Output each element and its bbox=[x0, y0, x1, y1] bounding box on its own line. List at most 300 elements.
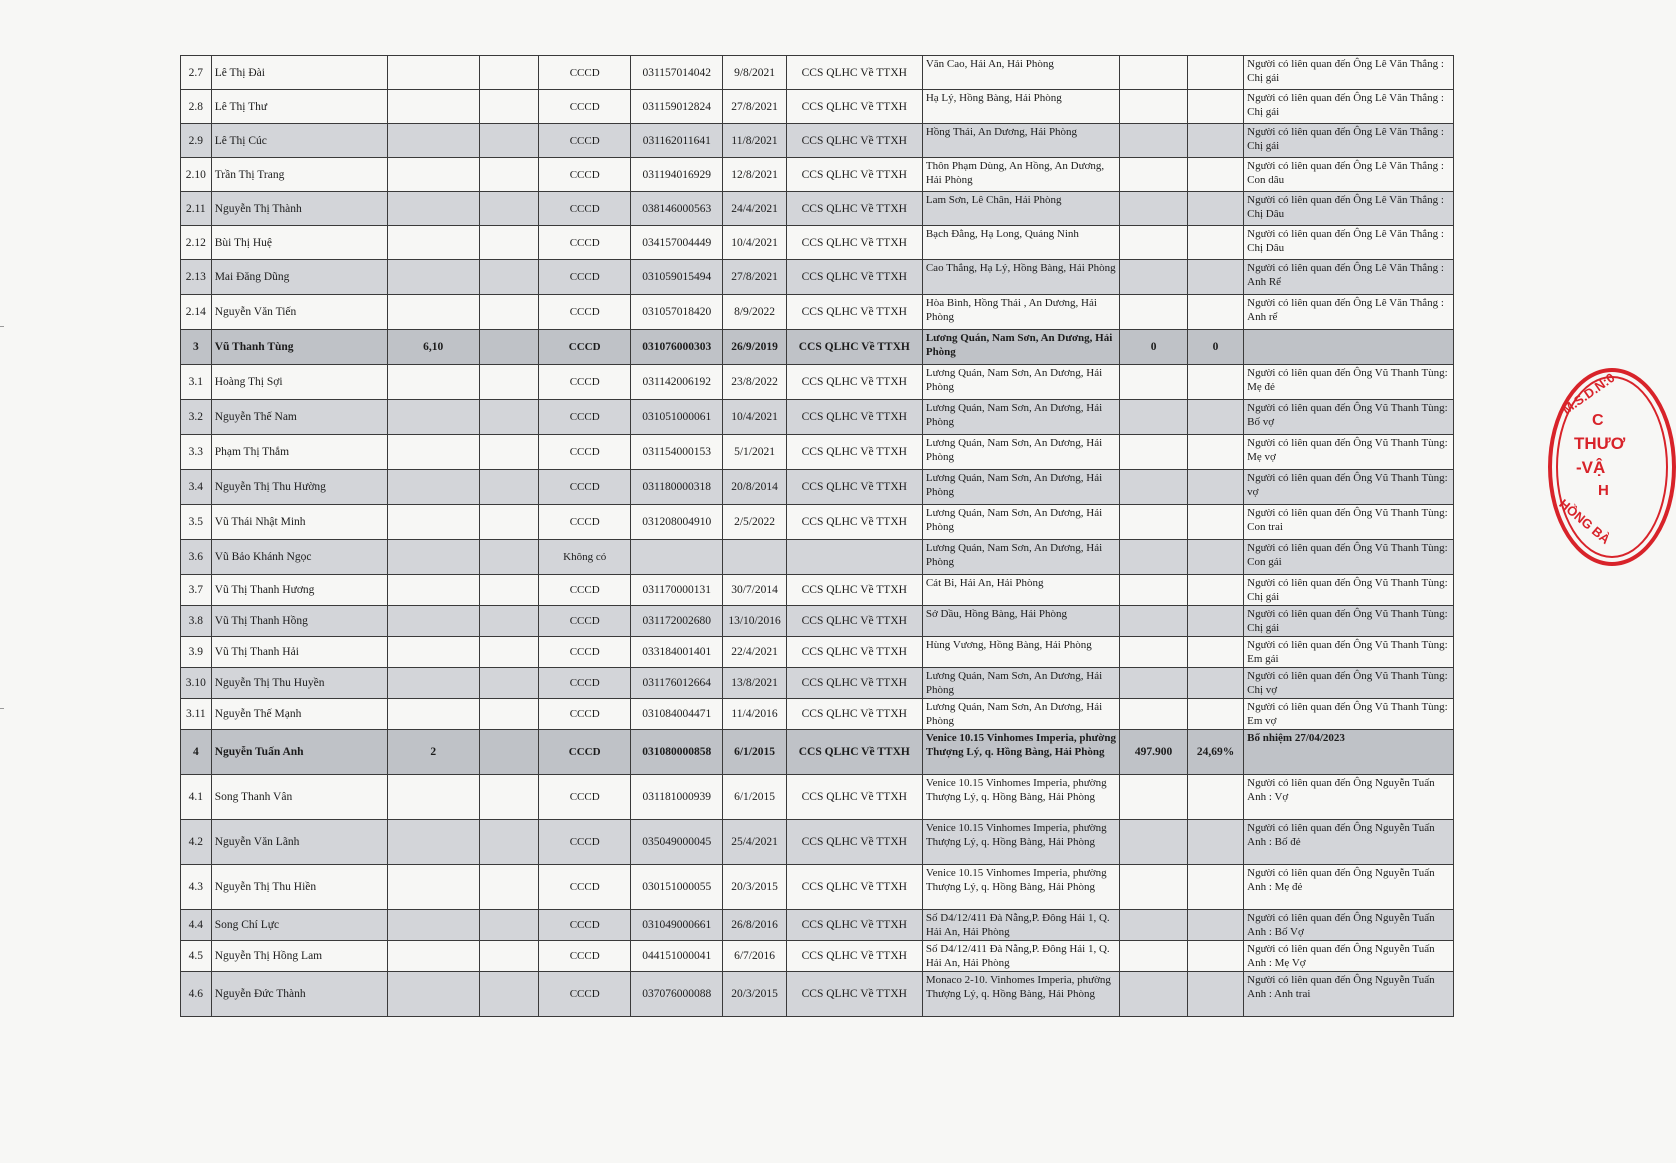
cell-stt: 4 bbox=[181, 730, 212, 775]
cell-shares bbox=[387, 400, 479, 435]
cell-shares bbox=[387, 470, 479, 505]
cell-share-percent bbox=[1187, 865, 1243, 910]
table-row bbox=[181, 668, 1454, 699]
table-row bbox=[181, 192, 1454, 226]
table-row bbox=[181, 124, 1454, 158]
table-row bbox=[181, 637, 1454, 668]
cell-name: Nguyễn Thị Hồng Lam bbox=[211, 941, 387, 972]
cell-share-amount bbox=[1120, 470, 1188, 505]
cell-address: Venice 10.15 Vinhomes Imperia, phường Thượng Lý, q. Hồng Bàng, Hải Phòng bbox=[922, 730, 1119, 775]
cell-share-amount bbox=[1120, 158, 1188, 192]
table-row bbox=[181, 972, 1454, 1017]
cell-issue-date: 26/9/2019 bbox=[723, 330, 786, 365]
cell-id-number: 034157004449 bbox=[631, 226, 723, 260]
cell-share-amount bbox=[1120, 972, 1188, 1017]
cell-shares bbox=[387, 972, 479, 1017]
cell-relationship-note: Người có liên quan đến Ông Nguyễn Tuấn Anh : Bố Vợ bbox=[1244, 910, 1454, 941]
cell-id-type: CCCD bbox=[539, 730, 631, 775]
cell-id-number: 031049000661 bbox=[631, 910, 723, 941]
cell-name: Song Thanh Vân bbox=[211, 775, 387, 820]
cell-share-percent bbox=[1187, 56, 1243, 90]
cell-relationship-note bbox=[1244, 330, 1454, 365]
cell-blank bbox=[479, 540, 538, 575]
cell-blank bbox=[479, 668, 538, 699]
cell-address: Venice 10.15 Vinhomes Imperia, phường Thượng Lý, q. Hồng Bàng, Hải Phòng bbox=[922, 865, 1119, 910]
cell-issue-date: 30/7/2014 bbox=[723, 575, 786, 606]
cell-address: Lương Quán, Nam Sơn, An Dương, Hải Phòng bbox=[922, 330, 1119, 365]
cell-address: Cát Bi, Hải An, Hải Phòng bbox=[922, 575, 1119, 606]
scan-mark bbox=[0, 708, 4, 709]
cell-address: Hùng Vương, Hồng Bàng, Hải Phòng bbox=[922, 637, 1119, 668]
cell-issuer: CCS QLHC Về TTXH bbox=[786, 124, 922, 158]
cell-id-number: 031180000318 bbox=[631, 470, 723, 505]
cell-issuer: CCS QLHC Về TTXH bbox=[786, 330, 922, 365]
cell-share-amount bbox=[1120, 637, 1188, 668]
seal-text-tax-code: M.S.D.N:0 bbox=[1559, 369, 1618, 418]
cell-share-amount bbox=[1120, 505, 1188, 540]
cell-relationship-note: Người có liên quan đến Ông Lê Văn Thắng : Chị Dâu bbox=[1244, 192, 1454, 226]
cell-issuer: CCS QLHC Về TTXH bbox=[786, 699, 922, 730]
cell-share-percent bbox=[1187, 90, 1243, 124]
cell-issue-date: 6/7/2016 bbox=[723, 941, 786, 972]
cell-share-amount bbox=[1120, 575, 1188, 606]
cell-stt: 3.10 bbox=[181, 668, 212, 699]
cell-issue-date: 5/1/2021 bbox=[723, 435, 786, 470]
cell-issuer: CCS QLHC Về TTXH bbox=[786, 435, 922, 470]
cell-shares bbox=[387, 158, 479, 192]
cell-shares bbox=[387, 365, 479, 400]
cell-issuer: CCS QLHC Về TTXH bbox=[786, 972, 922, 1017]
cell-id-type: Không có bbox=[539, 540, 631, 575]
table-row bbox=[181, 699, 1454, 730]
cell-id-type: CCCD bbox=[539, 505, 631, 540]
cell-stt: 3.7 bbox=[181, 575, 212, 606]
cell-share-percent bbox=[1187, 910, 1243, 941]
cell-issuer: CCS QLHC Về TTXH bbox=[786, 56, 922, 90]
cell-id-type: CCCD bbox=[539, 90, 631, 124]
cell-issue-date: 20/3/2015 bbox=[723, 865, 786, 910]
cell-address: Lương Quán, Nam Sơn, An Dương, Hải Phòng bbox=[922, 505, 1119, 540]
cell-id-type: CCCD bbox=[539, 192, 631, 226]
cell-id-number: 031076000303 bbox=[631, 330, 723, 365]
cell-issue-date: 22/4/2021 bbox=[723, 637, 786, 668]
cell-share-percent bbox=[1187, 226, 1243, 260]
seal-text: C bbox=[1592, 412, 1604, 429]
cell-id-type: CCCD bbox=[539, 295, 631, 330]
cell-id-number: 031159012824 bbox=[631, 90, 723, 124]
cell-id-number: 031176012664 bbox=[631, 668, 723, 699]
table-row bbox=[181, 820, 1454, 865]
seal-text-district: HỒNG BÀ bbox=[1556, 496, 1614, 547]
cell-id-number: 031194016929 bbox=[631, 158, 723, 192]
cell-share-amount bbox=[1120, 400, 1188, 435]
cell-name: Nguyễn Thế Mạnh bbox=[211, 699, 387, 730]
cell-share-amount bbox=[1120, 295, 1188, 330]
cell-stt: 2.10 bbox=[181, 158, 212, 192]
cell-address: Lương Quán, Nam Sơn, An Dương, Hải Phòng bbox=[922, 699, 1119, 730]
cell-share-percent: 0 bbox=[1187, 330, 1243, 365]
cell-relationship-note: Người có liên quan đến Ông Lê Văn Thắng : Chị Dâu bbox=[1244, 226, 1454, 260]
cell-issue-date: 11/8/2021 bbox=[723, 124, 786, 158]
cell-share-amount bbox=[1120, 606, 1188, 637]
table-row bbox=[181, 226, 1454, 260]
table-row bbox=[181, 90, 1454, 124]
related-persons-table bbox=[180, 55, 1454, 1017]
cell-address: Lương Quán, Nam Sơn, An Dương, Hải Phòng bbox=[922, 435, 1119, 470]
table-body bbox=[181, 56, 1454, 1017]
cell-share-percent bbox=[1187, 941, 1243, 972]
cell-issue-date: 2/5/2022 bbox=[723, 505, 786, 540]
cell-share-percent bbox=[1187, 972, 1243, 1017]
cell-relationship-note: Người có liên quan đến Ông Lê Văn Thắng : Con dâu bbox=[1244, 158, 1454, 192]
cell-issuer: CCS QLHC Về TTXH bbox=[786, 295, 922, 330]
cell-name: Vũ Bảo Khánh Ngọc bbox=[211, 540, 387, 575]
cell-share-percent bbox=[1187, 435, 1243, 470]
cell-issuer: CCS QLHC Về TTXH bbox=[786, 606, 922, 637]
cell-name: Nguyễn Đức Thành bbox=[211, 972, 387, 1017]
cell-issue-date: 13/8/2021 bbox=[723, 668, 786, 699]
cell-share-amount bbox=[1120, 668, 1188, 699]
cell-share-percent bbox=[1187, 775, 1243, 820]
cell-id-type: CCCD bbox=[539, 435, 631, 470]
cell-share-percent bbox=[1187, 540, 1243, 575]
cell-name: Nguyễn Thị Thành bbox=[211, 192, 387, 226]
cell-share-percent bbox=[1187, 470, 1243, 505]
cell-id-type: CCCD bbox=[539, 226, 631, 260]
cell-stt: 2.9 bbox=[181, 124, 212, 158]
cell-shares bbox=[387, 637, 479, 668]
cell-issuer: CCS QLHC Về TTXH bbox=[786, 668, 922, 699]
cell-stt: 3 bbox=[181, 330, 212, 365]
cell-issue-date: 10/4/2021 bbox=[723, 400, 786, 435]
cell-issuer: CCS QLHC Về TTXH bbox=[786, 730, 922, 775]
seal-text: -VẬ bbox=[1576, 458, 1606, 477]
cell-share-percent bbox=[1187, 365, 1243, 400]
cell-address: Lương Quán, Nam Sơn, An Dương, Hải Phòng bbox=[922, 540, 1119, 575]
table-row-group-head bbox=[181, 730, 1454, 775]
cell-relationship-note: Người có liên quan đến Ông Nguyễn Tuấn Anh : Bố đẻ bbox=[1244, 820, 1454, 865]
cell-relationship-note: Người có liên quan đến Ông Nguyễn Tuấn Anh : Mẹ Vợ bbox=[1244, 941, 1454, 972]
cell-issuer: CCS QLHC Về TTXH bbox=[786, 365, 922, 400]
cell-stt: 3.9 bbox=[181, 637, 212, 668]
cell-name: Nguyễn Thị Thu Hiền bbox=[211, 865, 387, 910]
cell-stt: 2.8 bbox=[181, 90, 212, 124]
cell-share-amount: 0 bbox=[1120, 330, 1188, 365]
cell-issuer: CCS QLHC Về TTXH bbox=[786, 192, 922, 226]
cell-relationship-note: Người có liên quan đến Ông Lê Văn Thắng : Anh Rể bbox=[1244, 260, 1454, 295]
table-row bbox=[181, 910, 1454, 941]
cell-issue-date: 12/8/2021 bbox=[723, 158, 786, 192]
cell-share-percent bbox=[1187, 668, 1243, 699]
cell-id-number: 031162011641 bbox=[631, 124, 723, 158]
cell-relationship-note: Người có liên quan đến Ông Nguyễn Tuấn Anh : Vợ bbox=[1244, 775, 1454, 820]
cell-address: Venice 10.15 Vinhomes Imperia, phường Thượng Lý, q. Hồng Bàng, Hải Phòng bbox=[922, 820, 1119, 865]
cell-share-amount bbox=[1120, 820, 1188, 865]
cell-id-number bbox=[631, 540, 723, 575]
cell-relationship-note: Người có liên quan đến Ông Vũ Thanh Tùng: Con gái bbox=[1244, 540, 1454, 575]
cell-stt: 2.7 bbox=[181, 56, 212, 90]
cell-issuer: CCS QLHC Về TTXH bbox=[786, 470, 922, 505]
cell-id-number: 037076000088 bbox=[631, 972, 723, 1017]
cell-relationship-note: Người có liên quan đến Ông Vũ Thanh Tùng: Bố vợ bbox=[1244, 400, 1454, 435]
cell-issue-date bbox=[723, 540, 786, 575]
seal-text: H bbox=[1598, 482, 1609, 499]
cell-relationship-note: Người có liên quan đến Ông Vũ Thanh Tùng: vợ bbox=[1244, 470, 1454, 505]
cell-share-amount bbox=[1120, 435, 1188, 470]
cell-blank bbox=[479, 56, 538, 90]
cell-address: Lương Quán, Nam Sơn, An Dương, Hải Phòng bbox=[922, 668, 1119, 699]
cell-share-percent bbox=[1187, 158, 1243, 192]
table-row bbox=[181, 606, 1454, 637]
cell-blank bbox=[479, 637, 538, 668]
scan-mark bbox=[0, 326, 4, 327]
cell-blank bbox=[479, 730, 538, 775]
cell-blank bbox=[479, 775, 538, 820]
cell-blank bbox=[479, 226, 538, 260]
cell-id-type: CCCD bbox=[539, 637, 631, 668]
cell-id-type: CCCD bbox=[539, 575, 631, 606]
cell-relationship-note: Người có liên quan đến Ông Vũ Thanh Tùng: Chị vợ bbox=[1244, 668, 1454, 699]
cell-relationship-note: Bổ nhiệm 27/04/2023 bbox=[1244, 730, 1454, 775]
cell-share-amount bbox=[1120, 90, 1188, 124]
cell-shares bbox=[387, 505, 479, 540]
cell-name: Mai Đăng Dũng bbox=[211, 260, 387, 295]
cell-issuer: CCS QLHC Về TTXH bbox=[786, 941, 922, 972]
cell-blank bbox=[479, 192, 538, 226]
cell-blank bbox=[479, 400, 538, 435]
cell-shares bbox=[387, 941, 479, 972]
cell-id-number: 031142006192 bbox=[631, 365, 723, 400]
cell-id-type: CCCD bbox=[539, 865, 631, 910]
table-row bbox=[181, 941, 1454, 972]
cell-name: Nguyễn Văn Tiến bbox=[211, 295, 387, 330]
cell-address: Lương Quán, Nam Sơn, An Dương, Hải Phòng bbox=[922, 365, 1119, 400]
cell-shares bbox=[387, 192, 479, 226]
cell-name: Phạm Thị Thắm bbox=[211, 435, 387, 470]
cell-id-type: CCCD bbox=[539, 330, 631, 365]
cell-issue-date: 25/4/2021 bbox=[723, 820, 786, 865]
cell-issuer: CCS QLHC Về TTXH bbox=[786, 775, 922, 820]
cell-shares bbox=[387, 699, 479, 730]
table-row bbox=[181, 505, 1454, 540]
cell-stt: 3.6 bbox=[181, 540, 212, 575]
cell-id-type: CCCD bbox=[539, 941, 631, 972]
cell-share-percent bbox=[1187, 400, 1243, 435]
cell-share-amount bbox=[1120, 260, 1188, 295]
cell-share-percent bbox=[1187, 606, 1243, 637]
cell-name: Song Chí Lực bbox=[211, 910, 387, 941]
table-row-group-head bbox=[181, 330, 1454, 365]
cell-id-type: CCCD bbox=[539, 365, 631, 400]
cell-issue-date: 23/8/2022 bbox=[723, 365, 786, 400]
cell-id-type: CCCD bbox=[539, 910, 631, 941]
cell-name: Trần Thị Trang bbox=[211, 158, 387, 192]
cell-name: Nguyễn Thị Thu Hường bbox=[211, 470, 387, 505]
cell-id-number: 031051000061 bbox=[631, 400, 723, 435]
cell-id-type: CCCD bbox=[539, 820, 631, 865]
cell-blank bbox=[479, 435, 538, 470]
cell-shares bbox=[387, 124, 479, 158]
cell-share-amount bbox=[1120, 865, 1188, 910]
cell-shares bbox=[387, 226, 479, 260]
cell-name: Nguyễn Văn Lãnh bbox=[211, 820, 387, 865]
cell-share-amount bbox=[1120, 226, 1188, 260]
table-row bbox=[181, 365, 1454, 400]
cell-blank bbox=[479, 820, 538, 865]
cell-name: Vũ Thái Nhật Minh bbox=[211, 505, 387, 540]
cell-name: Hoàng Thị Sợi bbox=[211, 365, 387, 400]
cell-shares bbox=[387, 910, 479, 941]
cell-relationship-note: Người có liên quan đến Ông Lê Văn Thắng : Chị gái bbox=[1244, 124, 1454, 158]
cell-share-amount bbox=[1120, 540, 1188, 575]
cell-id-type: CCCD bbox=[539, 972, 631, 1017]
cell-issue-date: 27/8/2021 bbox=[723, 260, 786, 295]
cell-relationship-note: Người có liên quan đến Ông Lê Văn Thắng : Anh rể bbox=[1244, 295, 1454, 330]
cell-address: Văn Cao, Hải An, Hải Phòng bbox=[922, 56, 1119, 90]
table-row bbox=[181, 540, 1454, 575]
cell-address: Lương Quán, Nam Sơn, An Dương, Hải Phòng bbox=[922, 400, 1119, 435]
cell-share-percent bbox=[1187, 124, 1243, 158]
cell-id-number: 035049000045 bbox=[631, 820, 723, 865]
cell-stt: 2.12 bbox=[181, 226, 212, 260]
cell-issue-date: 24/4/2021 bbox=[723, 192, 786, 226]
seal-text: THƯƠ bbox=[1574, 434, 1626, 453]
cell-id-number: 031154000153 bbox=[631, 435, 723, 470]
cell-share-percent bbox=[1187, 505, 1243, 540]
cell-relationship-note: Người có liên quan đến Ông Vũ Thanh Tùng: Chị gái bbox=[1244, 575, 1454, 606]
cell-shares bbox=[387, 575, 479, 606]
cell-stt: 4.2 bbox=[181, 820, 212, 865]
table-row bbox=[181, 56, 1454, 90]
cell-issuer: CCS QLHC Về TTXH bbox=[786, 575, 922, 606]
cell-id-type: CCCD bbox=[539, 56, 631, 90]
cell-blank bbox=[479, 330, 538, 365]
cell-relationship-note: Người có liên quan đến Ông Vũ Thanh Tùng: Con trai bbox=[1244, 505, 1454, 540]
cell-stt: 3.3 bbox=[181, 435, 212, 470]
cell-stt: 4.5 bbox=[181, 941, 212, 972]
cell-id-number: 031057018420 bbox=[631, 295, 723, 330]
cell-address: Cao Thắng, Hạ Lý, Hồng Bàng, Hải Phòng bbox=[922, 260, 1119, 295]
cell-id-number: 031172002680 bbox=[631, 606, 723, 637]
cell-name: Nguyễn Tuấn Anh bbox=[211, 730, 387, 775]
cell-issue-date: 13/10/2016 bbox=[723, 606, 786, 637]
cell-blank bbox=[479, 158, 538, 192]
table-row bbox=[181, 865, 1454, 910]
cell-blank bbox=[479, 606, 538, 637]
cell-issuer: CCS QLHC Về TTXH bbox=[786, 910, 922, 941]
cell-id-number: 031181000939 bbox=[631, 775, 723, 820]
cell-stt: 2.13 bbox=[181, 260, 212, 295]
cell-address: Số D4/12/411 Đà Nẵng,P. Đông Hải 1, Q. Hải An, Hải Phòng bbox=[922, 910, 1119, 941]
cell-shares bbox=[387, 435, 479, 470]
cell-relationship-note: Người có liên quan đến Ông Lê Văn Thắng : Chị gái bbox=[1244, 90, 1454, 124]
cell-issuer: CCS QLHC Về TTXH bbox=[786, 226, 922, 260]
table-row bbox=[181, 775, 1454, 820]
table-row bbox=[181, 575, 1454, 606]
cell-id-type: CCCD bbox=[539, 260, 631, 295]
cell-blank bbox=[479, 910, 538, 941]
cell-address: Hòa Bình, Hồng Thái , An Dương, Hải Phòng bbox=[922, 295, 1119, 330]
cell-share-percent bbox=[1187, 820, 1243, 865]
cell-relationship-note: Người có liên quan đến Ông Vũ Thanh Tùng: Chị gái bbox=[1244, 606, 1454, 637]
cell-stt: 3.1 bbox=[181, 365, 212, 400]
cell-shares bbox=[387, 820, 479, 865]
cell-share-amount bbox=[1120, 56, 1188, 90]
table-row bbox=[181, 295, 1454, 330]
cell-share-amount bbox=[1120, 124, 1188, 158]
cell-address: Lam Sơn, Lê Chân, Hải Phòng bbox=[922, 192, 1119, 226]
cell-issuer: CCS QLHC Về TTXH bbox=[786, 820, 922, 865]
cell-blank bbox=[479, 260, 538, 295]
cell-id-type: CCCD bbox=[539, 668, 631, 699]
cell-stt: 3.8 bbox=[181, 606, 212, 637]
cell-stt: 4.4 bbox=[181, 910, 212, 941]
table-row bbox=[181, 260, 1454, 295]
cell-blank bbox=[479, 972, 538, 1017]
cell-issue-date: 26/8/2016 bbox=[723, 910, 786, 941]
cell-blank bbox=[479, 124, 538, 158]
cell-share-amount bbox=[1120, 365, 1188, 400]
cell-address: Hồng Thái, An Dương, Hải Phòng bbox=[922, 124, 1119, 158]
cell-id-number: 030151000055 bbox=[631, 865, 723, 910]
cell-id-number: 031059015494 bbox=[631, 260, 723, 295]
cell-shares bbox=[387, 260, 479, 295]
cell-relationship-note: Người có liên quan đến Ông Vũ Thanh Tùng: Em vợ bbox=[1244, 699, 1454, 730]
cell-share-amount bbox=[1120, 775, 1188, 820]
cell-address: Sở Dầu, Hồng Bàng, Hải Phòng bbox=[922, 606, 1119, 637]
cell-id-type: CCCD bbox=[539, 775, 631, 820]
cell-stt: 2.11 bbox=[181, 192, 212, 226]
company-seal bbox=[1548, 368, 1676, 566]
cell-issuer bbox=[786, 540, 922, 575]
table-row bbox=[181, 158, 1454, 192]
cell-name: Bùi Thị Huệ bbox=[211, 226, 387, 260]
cell-id-type: CCCD bbox=[539, 699, 631, 730]
cell-share-percent bbox=[1187, 260, 1243, 295]
cell-stt: 3.5 bbox=[181, 505, 212, 540]
cell-blank bbox=[479, 699, 538, 730]
cell-relationship-note: Người có liên quan đến Ông Nguyễn Tuấn Anh : Anh trai bbox=[1244, 972, 1454, 1017]
cell-shares bbox=[387, 90, 479, 124]
cell-shares bbox=[387, 540, 479, 575]
cell-relationship-note: Người có liên quan đến Ông Vũ Thanh Tùng: Em gái bbox=[1244, 637, 1454, 668]
cell-relationship-note: Người có liên quan đến Ông Nguyễn Tuấn Anh : Mẹ đẻ bbox=[1244, 865, 1454, 910]
cell-issuer: CCS QLHC Về TTXH bbox=[786, 637, 922, 668]
cell-share-amount bbox=[1120, 910, 1188, 941]
cell-issuer: CCS QLHC Về TTXH bbox=[786, 505, 922, 540]
cell-name: Vũ Thị Thanh Hương bbox=[211, 575, 387, 606]
cell-stt: 3.11 bbox=[181, 699, 212, 730]
cell-name: Nguyễn Thị Thu Huyền bbox=[211, 668, 387, 699]
cell-id-number: 031084004471 bbox=[631, 699, 723, 730]
cell-issuer: CCS QLHC Về TTXH bbox=[786, 400, 922, 435]
cell-issue-date: 8/9/2022 bbox=[723, 295, 786, 330]
cell-share-amount bbox=[1120, 941, 1188, 972]
cell-stt: 2.14 bbox=[181, 295, 212, 330]
cell-share-amount bbox=[1120, 699, 1188, 730]
cell-name: Nguyễn Thế Nam bbox=[211, 400, 387, 435]
cell-relationship-note: Người có liên quan đến Ông Vũ Thanh Tùng: Mẹ vợ bbox=[1244, 435, 1454, 470]
cell-relationship-note: Người có liên quan đến Ông Vũ Thanh Tùng: Mẹ đẻ bbox=[1244, 365, 1454, 400]
cell-address: Venice 10.15 Vinhomes Imperia, phường Thượng Lý, q. Hồng Bàng, Hải Phòng bbox=[922, 775, 1119, 820]
cell-name: Lê Thị Cúc bbox=[211, 124, 387, 158]
cell-address: Lương Quán, Nam Sơn, An Dương, Hải Phòng bbox=[922, 470, 1119, 505]
cell-blank bbox=[479, 90, 538, 124]
cell-stt: 3.2 bbox=[181, 400, 212, 435]
cell-id-type: CCCD bbox=[539, 606, 631, 637]
table-row bbox=[181, 435, 1454, 470]
cell-shares bbox=[387, 775, 479, 820]
